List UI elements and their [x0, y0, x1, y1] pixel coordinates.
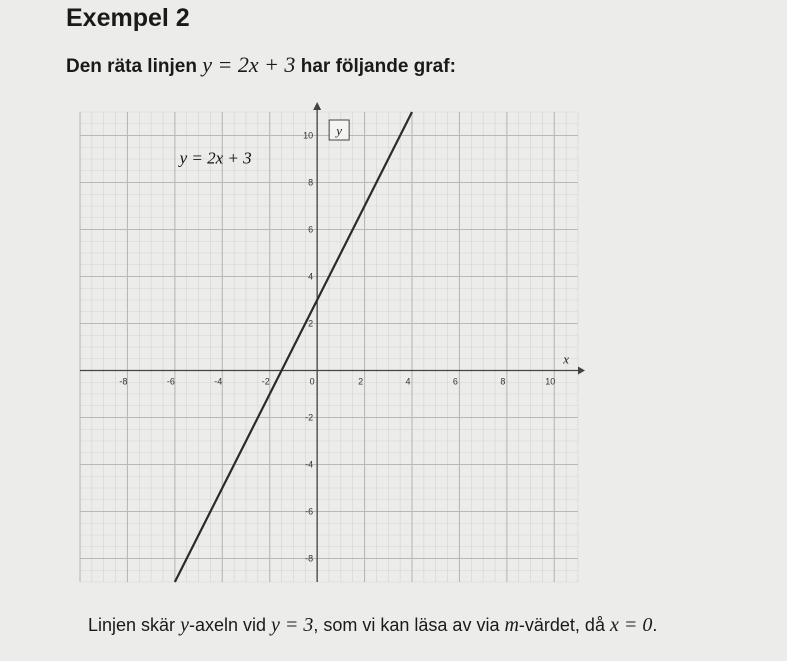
x-tick-label: -4	[214, 376, 223, 387]
y-tick-label: -4	[305, 459, 314, 470]
y-tick-label: 2	[308, 318, 314, 329]
intro-equation: y = 2x + 3	[202, 52, 296, 77]
conclusion-part4: -värdet, då	[518, 615, 610, 635]
x-tick-label: 6	[452, 376, 458, 387]
y-tick-label: 4	[308, 271, 314, 282]
x-tick-label: -8	[119, 376, 128, 387]
x-tick-label: 2	[358, 376, 364, 387]
x-axis-label: x	[563, 351, 570, 367]
conclusion-part3: , som vi kan läsa av via	[313, 615, 505, 635]
y-axis-label: y	[336, 123, 343, 138]
x-tick-label: 10	[545, 376, 556, 387]
y-tick-label: 8	[308, 177, 314, 188]
chart-svg	[70, 100, 590, 590]
conclusion-part1: Linjen skär	[88, 615, 181, 635]
conclusion-var-y: y	[180, 614, 189, 636]
x-tick-label: -6	[166, 376, 175, 387]
x-tick-label: -2	[261, 376, 270, 387]
x-axis-arrow	[578, 367, 585, 375]
x-tick-label: 8	[500, 376, 506, 387]
intro-before: Den räta linjen	[66, 56, 197, 77]
conclusion-part2: -axeln vid	[188, 615, 271, 635]
y-tick-label: 6	[308, 224, 314, 235]
line-chart	[70, 100, 590, 590]
y-tick-label: -6	[305, 506, 314, 517]
y-axis-arrow	[313, 102, 321, 110]
y-tick-label: -2	[305, 412, 314, 423]
x-tick-label: 0	[309, 376, 315, 387]
example-heading: Exempel 2	[66, 4, 190, 32]
chart-labels	[178, 120, 570, 367]
conclusion-eq1: y = 3	[271, 614, 314, 636]
intro-text	[66, 52, 456, 78]
y-tick-label: -8	[305, 553, 314, 564]
conclusion-text	[88, 614, 657, 637]
axes	[80, 102, 585, 582]
conclusion-part5: .	[652, 615, 658, 635]
y-tick-label: 10	[303, 130, 314, 141]
x-tick-label: 4	[405, 376, 411, 387]
conclusion-var-m: m	[504, 614, 519, 636]
equation-annotation: y = 2x + 3	[179, 148, 252, 168]
intro-after: har följande graf:	[300, 56, 456, 77]
conclusion-eq2: x = 0	[609, 614, 653, 636]
